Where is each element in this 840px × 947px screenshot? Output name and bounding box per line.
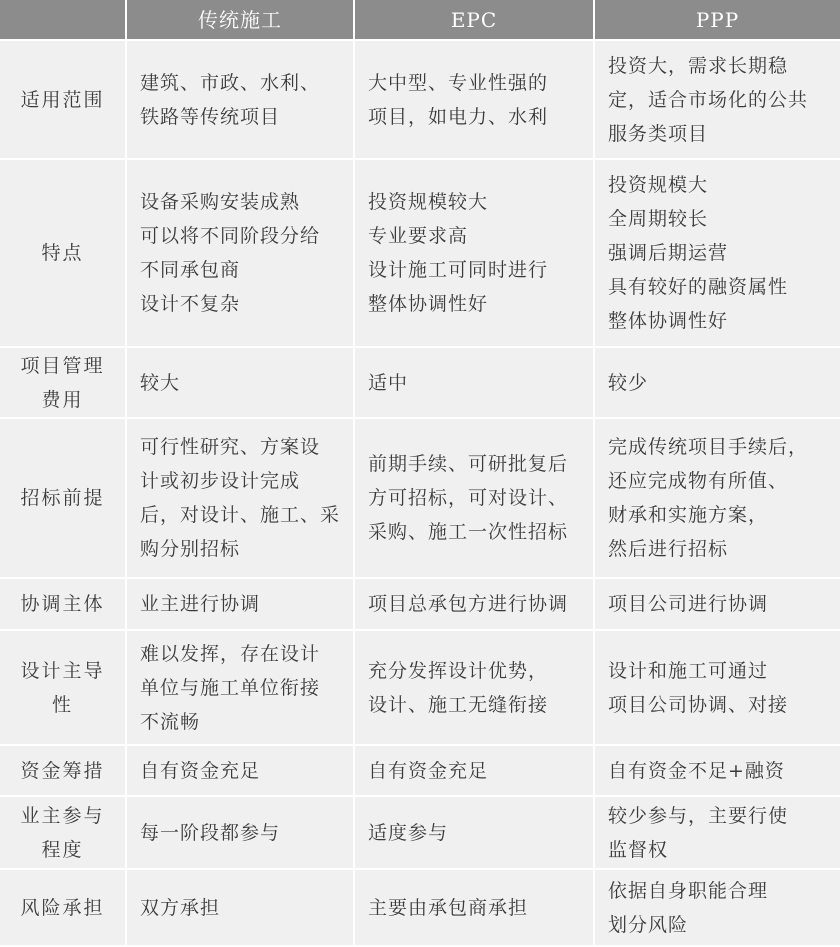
header-corner <box>0 0 127 41</box>
table-cell: 较大 <box>127 348 355 419</box>
table-cell: 较少 <box>595 348 840 419</box>
table-cell: 大中型、专业性强的 项目，如电力、水利 <box>355 41 595 160</box>
table-cell: 设备采购安装成熟 可以将不同阶段分给 不同承包商 设计不复杂 <box>127 160 355 348</box>
row-label: 业主参与程度 <box>0 797 127 870</box>
table-cell: 充分发挥设计优势， 设计、施工无缝衔接 <box>355 631 595 746</box>
table-cell: 适中 <box>355 348 595 419</box>
table-cell: 项目公司进行协调 <box>595 579 840 631</box>
table-cell: 每一阶段都参与 <box>127 797 355 870</box>
table-cell: 业主进行协调 <box>127 579 355 631</box>
row-label: 资金筹措 <box>0 746 127 797</box>
table-cell: 投资规模大 全周期较长 强调后期运营 具有较好的融资属性 整体协调性好 <box>595 160 840 348</box>
table-cell: 依据自身职能合理 划分风险 <box>595 870 840 947</box>
column-header-epc: EPC <box>355 0 595 41</box>
row-label: 项目管理费用 <box>0 348 127 419</box>
table-cell: 可行性研究、方案设 计或初步设计完成 后，对设计、施工、采 购分别招标 <box>127 419 355 579</box>
row-label: 协调主体 <box>0 579 127 631</box>
table-cell: 自有资金充足 <box>127 746 355 797</box>
row-label: 招标前提 <box>0 419 127 579</box>
column-header-ppp: PPP <box>595 0 840 41</box>
table-cell: 投资规模较大 专业要求高 设计施工可同时进行 整体协调性好 <box>355 160 595 348</box>
table-cell: 完成传统项目手续后， 还应完成物有所值、 财承和实施方案， 然后进行招标 <box>595 419 840 579</box>
table-cell: 项目总承包方进行协调 <box>355 579 595 631</box>
table-cell: 难以发挥，存在设计 单位与施工单位衔接 不流畅 <box>127 631 355 746</box>
table-cell: 适度参与 <box>355 797 595 870</box>
table-cell: 较少参与，主要行使 监督权 <box>595 797 840 870</box>
table-cell: 投资大，需求长期稳 定，适合市场化的公共 服务类项目 <box>595 41 840 160</box>
table-cell: 自有资金充足 <box>355 746 595 797</box>
row-label: 设计主导性 <box>0 631 127 746</box>
table-cell: 设计和施工可通过 项目公司协调、对接 <box>595 631 840 746</box>
column-header-traditional: 传统施工 <box>127 0 355 41</box>
table-cell: 建筑、市政、水利、 铁路等传统项目 <box>127 41 355 160</box>
table-cell: 自有资金不足+融资 <box>595 746 840 797</box>
row-label: 特点 <box>0 160 127 348</box>
table-cell: 主要由承包商承担 <box>355 870 595 947</box>
row-label: 风险承担 <box>0 870 127 947</box>
table-cell: 双方承担 <box>127 870 355 947</box>
row-label: 适用范围 <box>0 41 127 160</box>
table-cell: 前期手续、可研批复后 方可招标，可对设计、 采购、施工一次性招标 <box>355 419 595 579</box>
